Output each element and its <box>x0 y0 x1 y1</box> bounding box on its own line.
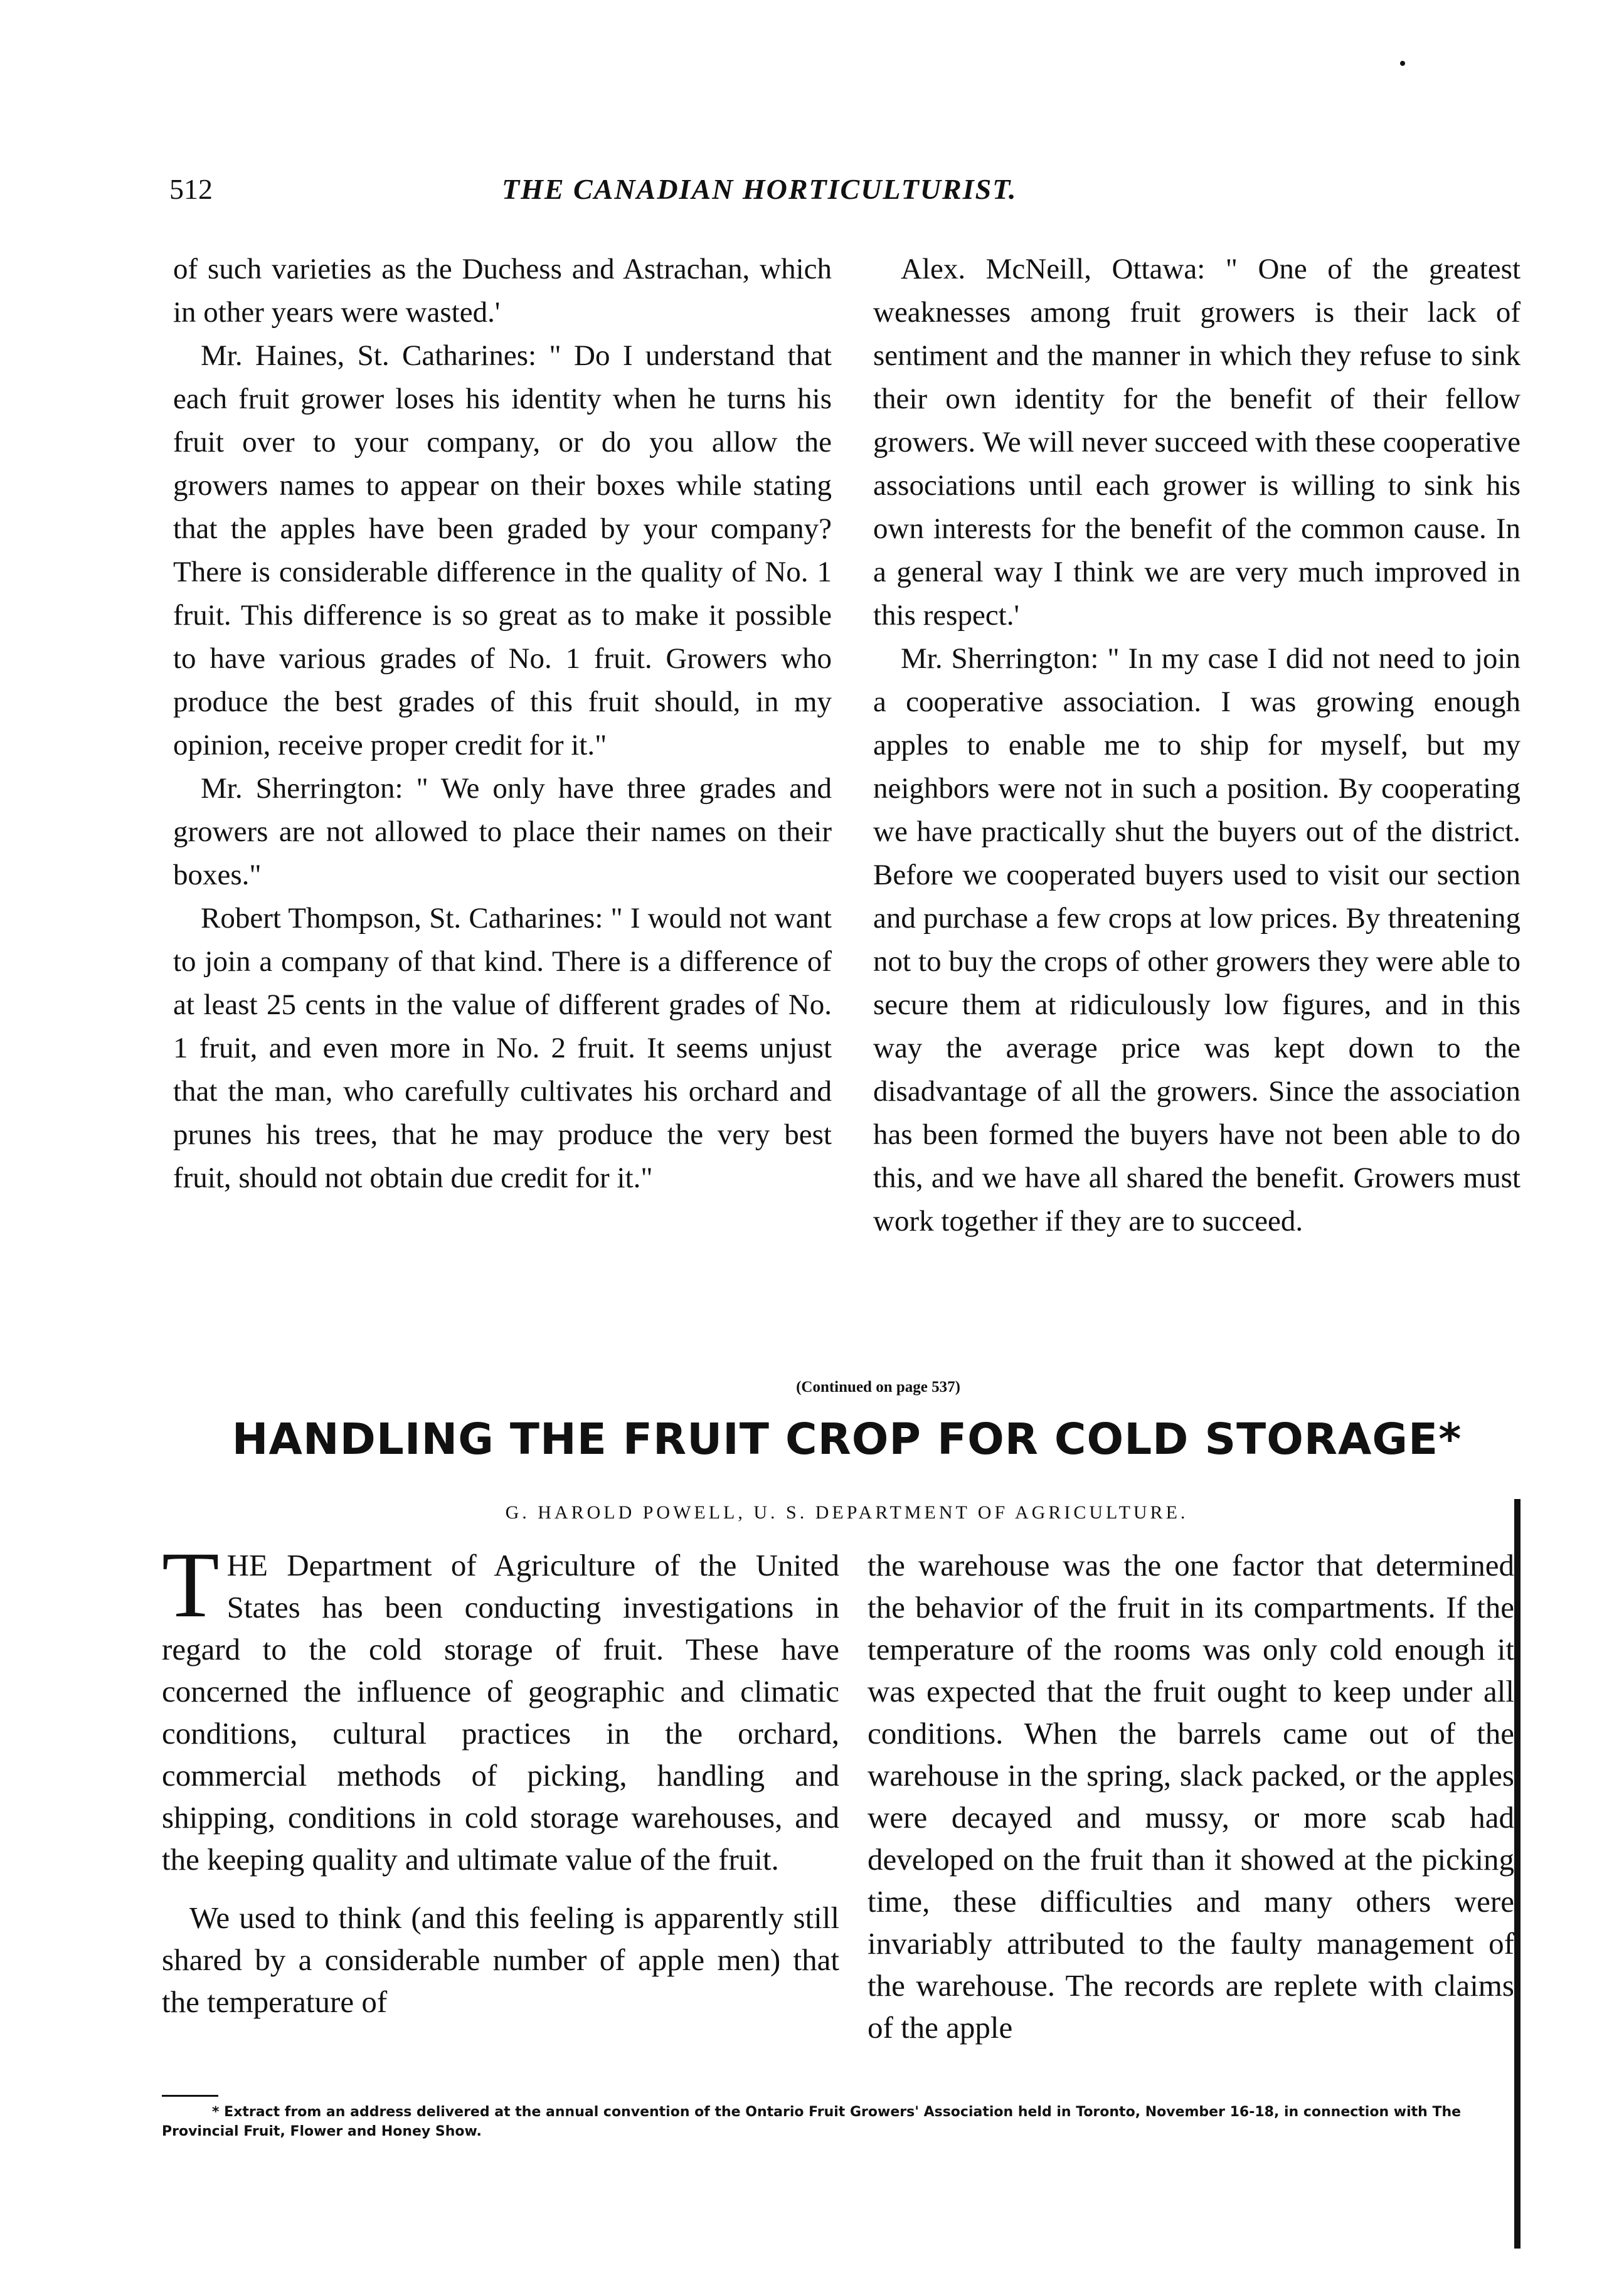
article-headline: HANDLING THE FRUIT CROP FOR COLD STORAGE* <box>231 1414 1462 1465</box>
paragraph: of such varieties as the Duchess and Astrachan, which in other years were wasted.' <box>173 253 832 329</box>
article-byline: G. HAROLD POWELL, U. S. DEPARTMENT OF AGRICULTURE. <box>505 1502 1189 1523</box>
drop-cap: T <box>162 1533 220 1637</box>
article-right-column <box>868 1544 1514 2048</box>
print-speck <box>1400 61 1405 66</box>
paragraph: We used to think (and this feeling is apparently still shared by a considerable number of apple men) that the temperature of <box>162 1900 839 2019</box>
discussion-right-column <box>873 248 1521 1243</box>
article-left-column <box>162 1533 839 2023</box>
lead-text: HE Department of Agriculture of the United States has been conducting investigations in regard to the cold storage of fruit. These have concerned the influence of geographic and climatic conditions, cultural practices in the orchard, commercial methods of picking, handling and shipping, conditions in cold storage warehouses, and the keeping quality and ultimate value of the fruit. <box>162 1548 839 1877</box>
paragraph: Mr. Sherrington: " We only have three grades and growers are not allowed to place their names on their boxes." <box>173 772 832 891</box>
lead-paragraph <box>162 1533 839 1880</box>
paragraph: Alex. McNeill, Ottawa: " One of the greatest weaknesses among fruit growers is their lack of sentiment and the manner in which they refuse to sink their own identity for the benefit of their fellow growers. We will never succeed with these cooperative associations until each grower is willing to sink his own interests for the benefit of the common cause. In a general way I think we are very much improved in this respect.' <box>873 253 1521 632</box>
page-number: 512 <box>169 173 213 205</box>
footnote-rule <box>162 2095 218 2097</box>
discussion-left-column <box>173 248 832 1200</box>
journal-title: THE CANADIAN HORTICULTURIST. <box>502 173 1017 205</box>
paragraph: the warehouse was the one factor that determined the behavior of the fruit in its compartments. If the temperature of the rooms was only cold enough it was expected that the fruit ought to keep under all conditions. When the barrels came out of the warehouse in the spring, slack packed, or the apples were decayed and mussy, or more scab had developed on the fruit than it showed at the picking time, these difficulties and many others were invariably attributed to the faulty management of the warehouse. The records are replete with claims of the apple <box>868 1548 1514 2045</box>
scan-edge-bar <box>1514 1499 1521 2249</box>
footnote: * Extract from an address delivered at the annual convention of the Ontario Fruit Growers' Association held in Toronto, November 16-18, in connection with The Provincial Fruit, Flower and Honey Show. <box>162 2104 1462 2139</box>
paragraph: Mr. Sherrington: " In my case I did not need to join a cooperative association. I was growing enough apples to enable me to ship for myself, but my neighbors were not in such a position. By cooperating we have practically shut the buyers out of the district. Before we cooperated buyers used to visit our section and purchase a few crops at low prices. By threatening not to buy the crops of other growers they were able to secure them at ridiculously low figures, and in this way the average price was kept down to the disadvantage of all the growers. Since the association has been formed the buyers have not been able to do this, and we have all shared the benefit. Growers must work together if they are to succeed. <box>873 642 1521 1237</box>
continued-note: (Continued on page 537) <box>796 1379 960 1396</box>
running-head <box>169 172 1518 216</box>
paragraph: Mr. Haines, St. Catharines: " Do I understand that each fruit grower loses his identity when he turns his fruit over to your company, or do you allow the growers names to appear on their boxes while stating that the apples have been graded by your company? There is considerable difference in the quality of No. 1 fruit. This difference is so great as to make it possible to have various grades of No. 1 fruit. Growers who produce the best grades of this fruit should, in my opinion, receive proper credit for it." <box>173 339 832 761</box>
paragraph: Robert Thompson, St. Catharines: " I would not want to join a company of that kind. There is a difference of at least 25 cents in the value of different grades of No. 1 fruit, and even more in No. 2 fruit. It seems unjust that the man, who carefully cultivates his orchard and prunes his trees, that he may produce the very best fruit, should not obtain due credit for it." <box>173 902 832 1194</box>
